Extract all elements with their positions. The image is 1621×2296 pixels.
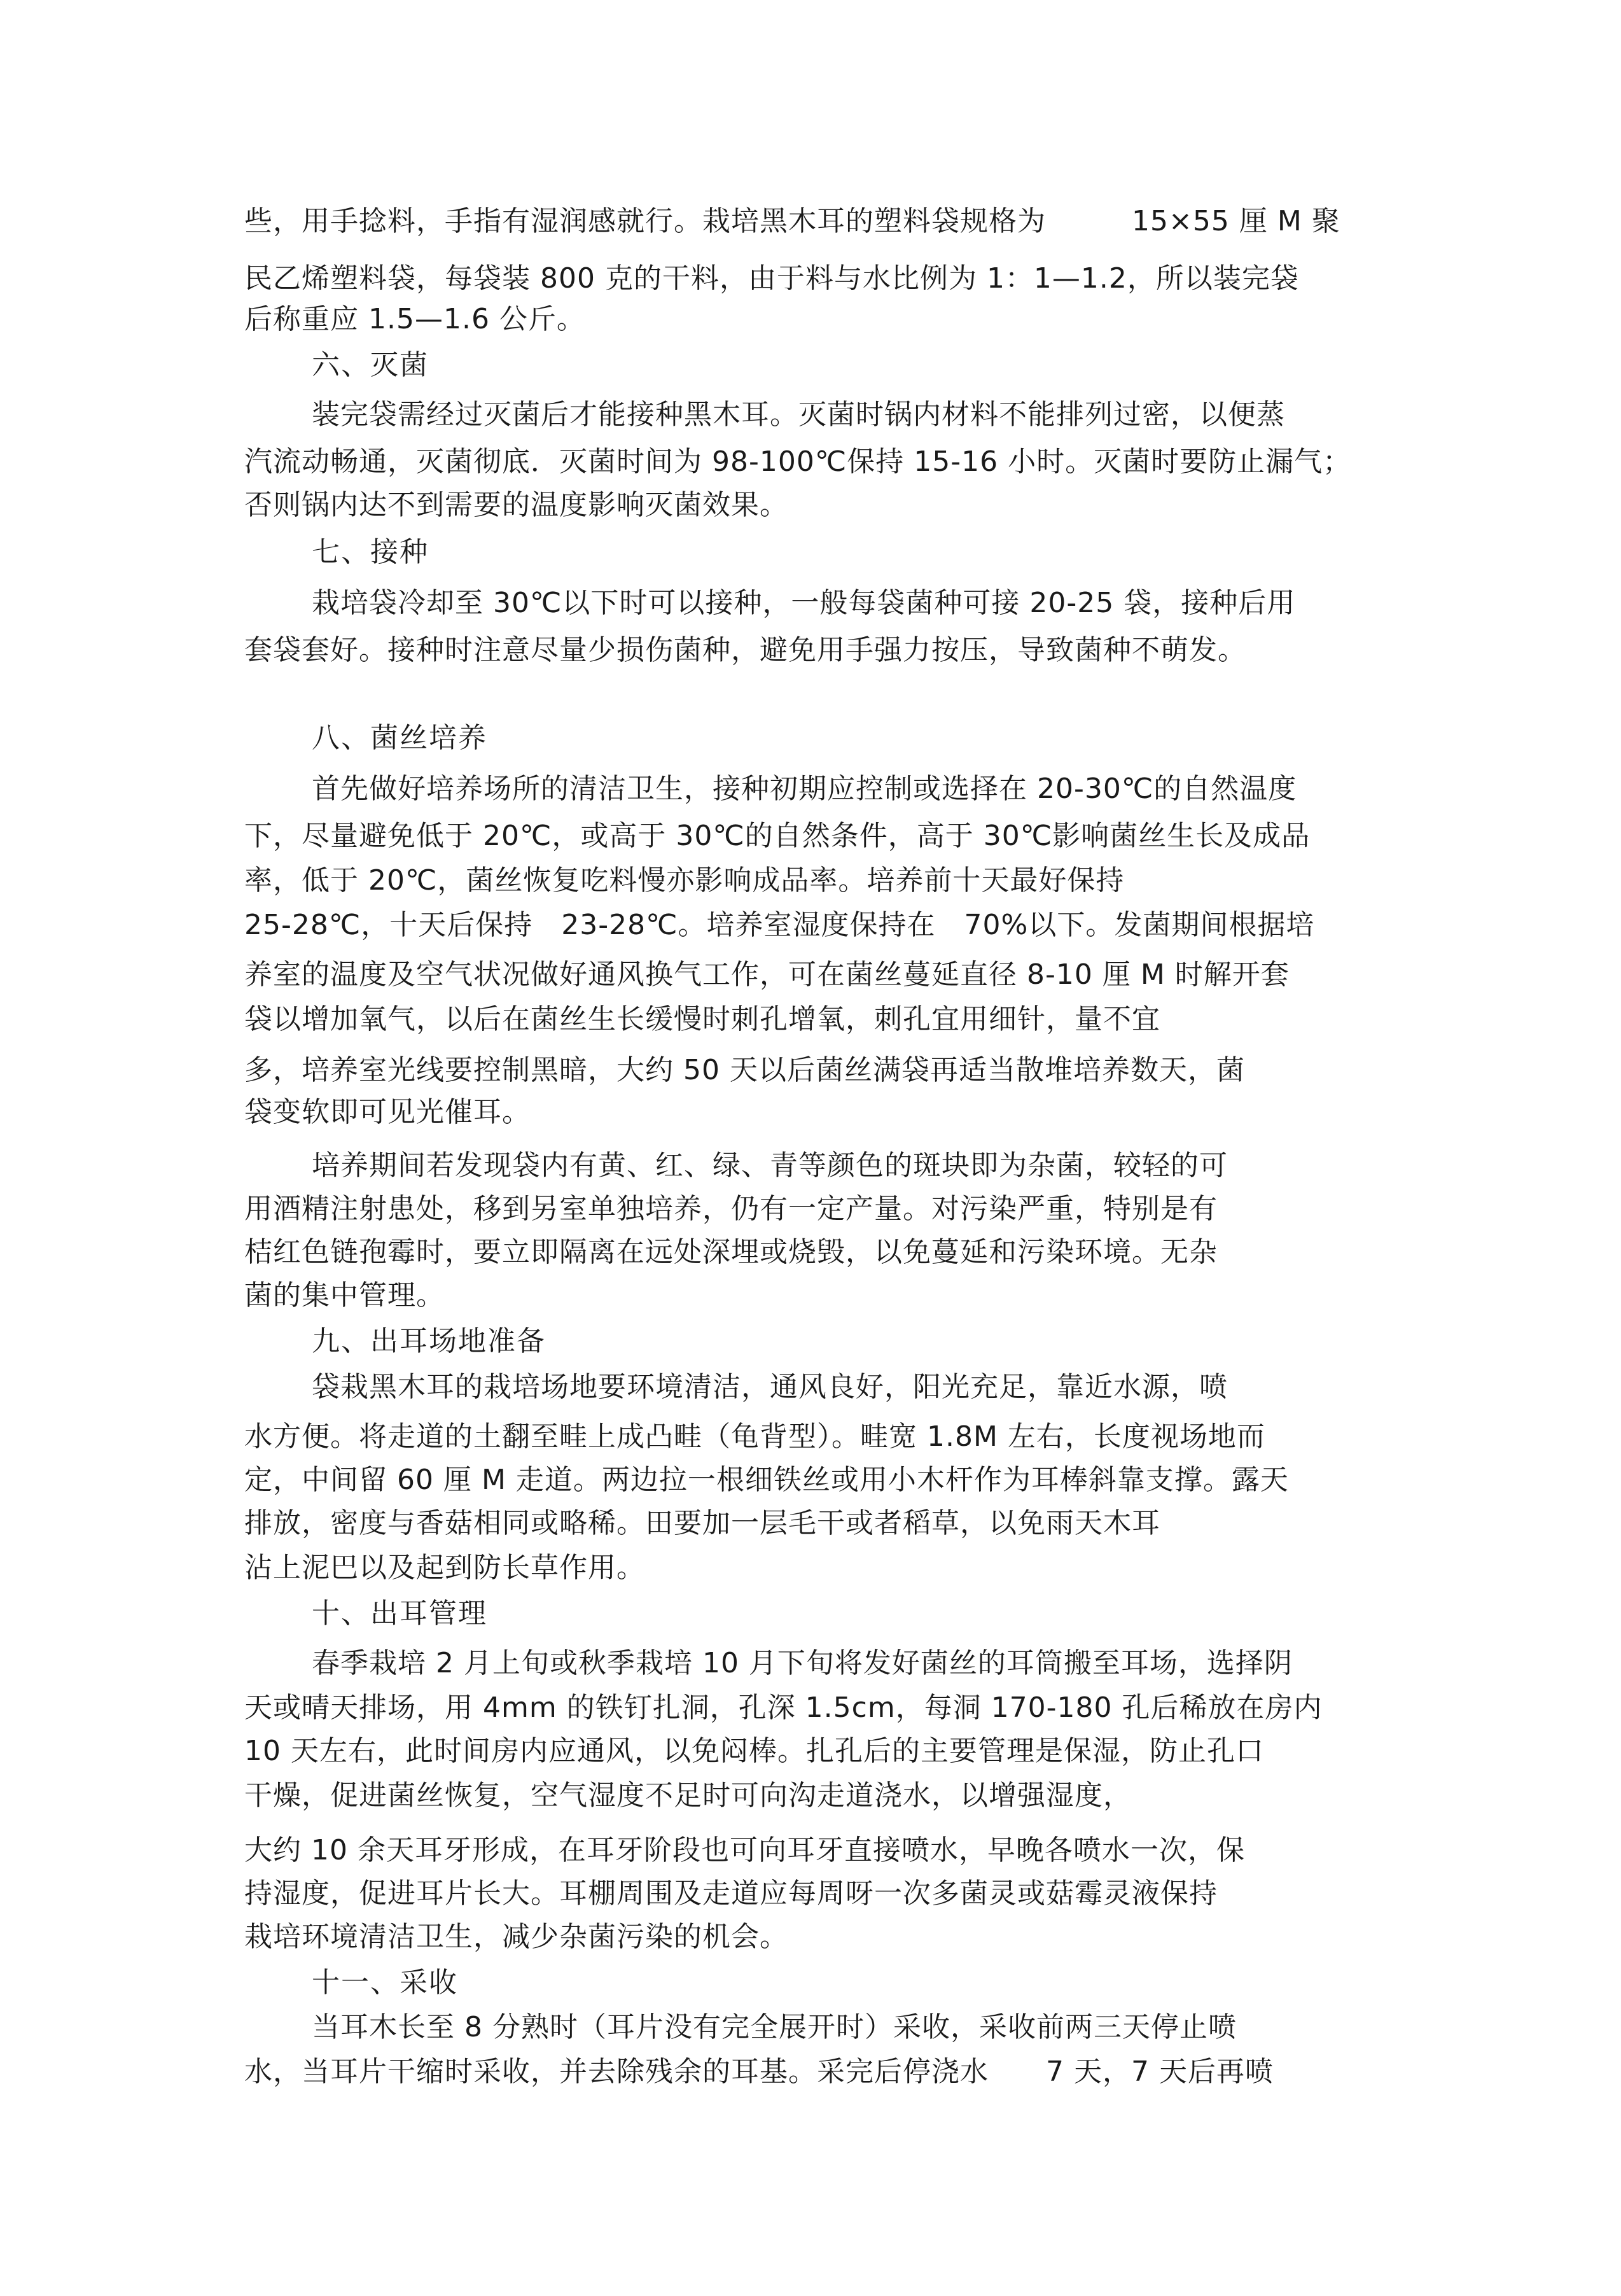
text-line: 汽流动畅通，灭菌彻底．灭菌时间为 98-100℃保持 15-16 小时。灭菌时要防止漏气；: [244, 445, 1352, 478]
text-line: 套袋套好。接种时注意尽量少损伤菌种，避免用手强力按压，导致菌种不萌发。: [244, 634, 1246, 666]
text-line: 培养期间若发现袋内有黄、红、绿、青等颜色的斑块即为杂菌，较轻的可: [312, 1149, 1228, 1182]
text-line: 装完袋需经过灭菌后才能接种黑木耳。灭菌时锅内材料不能排列过密，以便蒸: [312, 398, 1285, 431]
section-heading-10: 十、出耳管理: [312, 1597, 487, 1630]
text-line: 桔红色链孢霉时，要立即隔离在远处深埋或烧毁，以免蔓延和污染环境。无杂: [244, 1236, 1218, 1268]
text-line: 菌的集中管理。: [244, 1279, 445, 1312]
section-heading-11: 十一、采收: [312, 1966, 458, 1999]
text-line: 干燥，促进菌丝恢复，空气湿度不足时可向沟走道浇水，以增强湿度，: [244, 1779, 1132, 1812]
text-line: 当耳木长至 8 分熟时（耳片没有完全展开时）采收，采收前两三天停止喷: [312, 2011, 1237, 2043]
text-line: 水方便。将走道的土翻至畦上成凸畦（龟背型）。畦宽 1.8M 左右，长度视场地而: [244, 1420, 1265, 1453]
text-line: 10 天左右，此时间房内应通风，以免闷棒。扎孔后的主要管理是保湿，防止孔口: [244, 1735, 1264, 1767]
section-heading-7: 七、接种: [312, 536, 429, 568]
text-line: 栽培环境清洁卫生，减少杂菌污染的机会。: [244, 1921, 788, 1953]
section-heading-6: 六、灭菌: [312, 349, 429, 381]
text-line: 袋变软即可见光催耳。: [244, 1096, 531, 1128]
text-line: 天或晴天排场，用 4mm 的铁钉扎洞，孔深 1.5cm，每洞 170-180 孔后稀放在房内: [244, 1691, 1323, 1724]
text-line: 民乙烯塑料袋，每袋装 800 克的干料，由于料与水比例为 1：1—1.2，所以装完袋: [244, 262, 1299, 295]
text-line: 定，中间留 60 厘 M 走道。两边拉一根细铁丝或用小木杆作为耳棒斜靠支撑。露天: [244, 1464, 1289, 1496]
text-line: 用酒精注射患处，移到另室单独培养，仍有一定产量。对污染严重，特别是有: [244, 1193, 1218, 1225]
text-line: 些，用手捻料，手指有湿润感就行。栽培黑木耳的塑料袋规格为 15×55 厘 M 聚: [244, 205, 1340, 237]
text-line: 率，低于 20℃，菌丝恢复吃料慢亦影响成品率。培养前十天最好保持: [244, 864, 1125, 897]
text-line: 后称重应 1.5—1.6 公斤。: [244, 303, 585, 335]
text-line: 水，当耳片干缩时采收，并去除残余的耳基。采完后停浇水 7 天，7 天后再喷: [244, 2055, 1274, 2088]
section-heading-8: 八、菌丝培养: [312, 722, 487, 754]
section-heading-9: 九、出耳场地准备: [312, 1325, 546, 1357]
text-line: 袋栽黑木耳的栽培场地要环境清洁，通风良好，阳光充足，靠近水源，喷: [312, 1371, 1228, 1403]
text-line: 排放，密度与香菇相同或略稀。田要加一层毛干或者稻草，以免雨天木耳: [244, 1507, 1160, 1539]
text-line: 首先做好培养场所的清洁卫生，接种初期应控制或选择在 20-30℃的自然温度: [312, 773, 1297, 805]
text-line: 下，尽量避免低于 20℃，或高于 30℃的自然条件，高于 30℃影响菌丝生长及成品: [244, 820, 1311, 852]
text-line: 否则锅内达不到需要的温度影响灭菌效果。: [244, 489, 788, 521]
text-line: 袋以增加氧气，以后在菌丝生长缓慢时刺孔增氧，刺孔宜用细针，量不宜: [244, 1003, 1160, 1035]
text-line: 25-28℃，十天后保持 23-28℃。培养室湿度保持在 70%以下。发菌期间根据培: [244, 909, 1315, 941]
text-line: 多，培养室光线要控制黑暗，大约 50 天以后菌丝满袋再适当散堆培养数天，菌: [244, 1054, 1245, 1086]
text-line: 大约 10 余天耳牙形成，在耳牙阶段也可向耳牙直接喷水，早晚各喷水一次，保: [244, 1834, 1245, 1866]
text-line: 沾上泥巴以及起到防长草作用。: [244, 1551, 645, 1584]
text-line: 栽培袋冷却至 30℃以下时可以接种，一般每袋菌种可接 20-25 袋，接种后用: [312, 587, 1296, 619]
text-line: 春季栽培 2 月上旬或秋季栽培 10 月下旬将发好菌丝的耳筒搬至耳场，选择阴: [312, 1647, 1293, 1679]
text-line: 养室的温度及空气状况做好通风换气工作，可在菌丝蔓延直径 8-10 厘 M 时解开套: [244, 958, 1290, 991]
text-line: 持湿度，促进耳片长大。耳棚周围及走道应每周呀一次多菌灵或菇霉灵液保持: [244, 1877, 1218, 1910]
